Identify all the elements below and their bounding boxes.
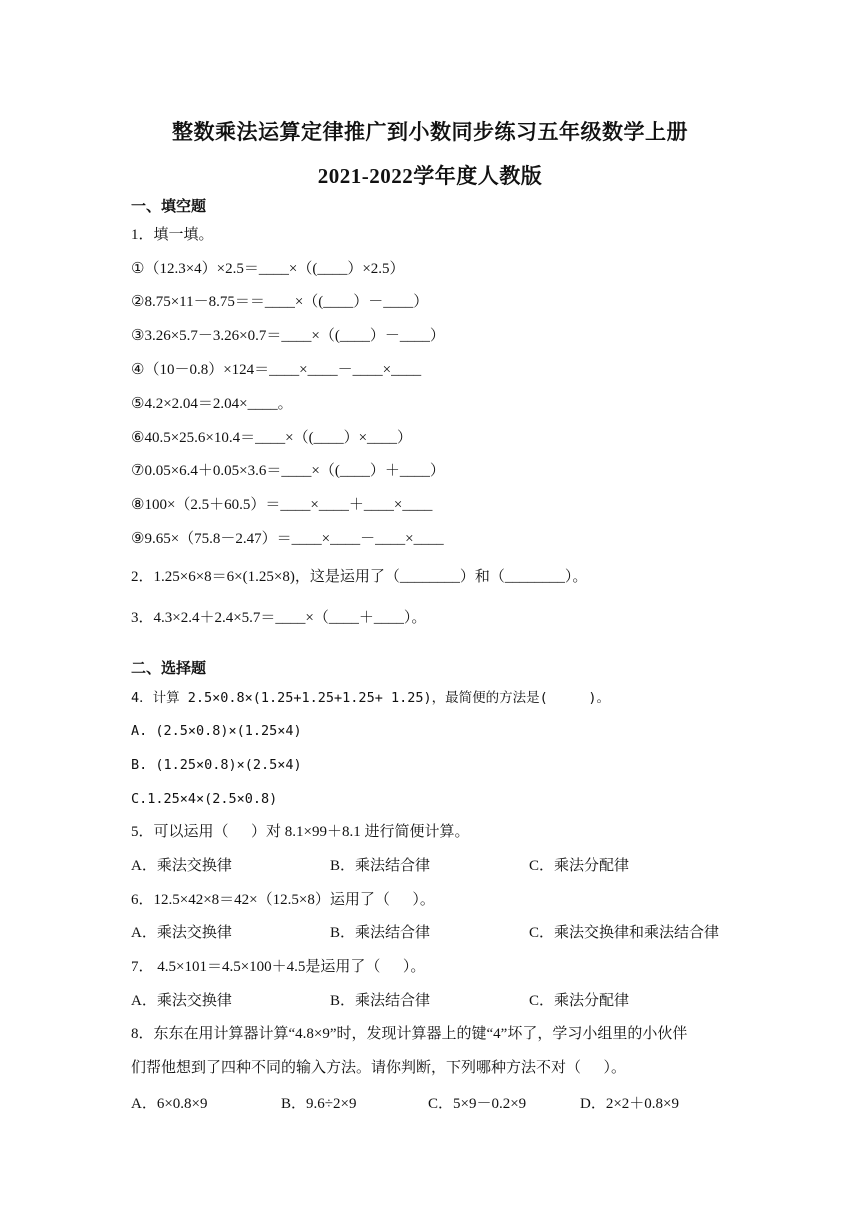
question-7-option-b: B．乘法结合律 bbox=[330, 993, 431, 1009]
question-4-stem: 4．计算 2.5×0.8×(1.25+1.25+1.25+ 1.25)，最简便的方法是( )。 bbox=[131, 690, 610, 706]
question-1-item-1: ①（12.3×4）×2.5＝____×（(____）×2.5） bbox=[131, 261, 405, 277]
question-1-item-5: ⑤4.2×2.04＝2.04×____。 bbox=[131, 396, 293, 412]
question-3: 3．4.3×2.4＋2.4×5.7＝____×（____＋____）。 bbox=[131, 610, 427, 626]
question-7-stem: 7． 4.5×101＝4.5×100＋4.5是运用了（ ）。 bbox=[131, 959, 426, 975]
question-1-item-3: ③3.26×5.7－3.26×0.7＝____×（(____）－____） bbox=[131, 328, 445, 344]
question-2: 2．1.25×6×8＝6×(1.25×8)，这是运用了（________）和（________）。 bbox=[131, 569, 588, 585]
question-4-option-b: B. (1.25×0.8)×(2.5×4) bbox=[131, 757, 302, 773]
question-5-option-c: C．乘法分配律 bbox=[529, 858, 630, 874]
question-6-option-c: C．乘法交换律和乘法结合律 bbox=[529, 925, 720, 941]
page-title-line2: 2021-2022学年度人教版 bbox=[317, 164, 543, 188]
question-1-item-4: ④（10－0.8）×124＝____×____－____×____ bbox=[131, 362, 422, 378]
question-4-option-c: C.1.25×4×(2.5×0.8) bbox=[131, 791, 278, 807]
section-heading-fill-blank: 一、填空题 bbox=[131, 199, 207, 215]
question-5-stem: 5．可以运用（ ）对 8.1×99＋8.1 进行简便计算。 bbox=[131, 824, 470, 840]
question-5-option-a: A．乘法交换律 bbox=[131, 858, 232, 874]
question-6-option-b: B．乘法结合律 bbox=[330, 925, 431, 941]
question-8-stem-line1: 8．东东在用计算器计算“4.8×9”时，发现计算器上的键“4”坏了，学习小组里的小伙伴 bbox=[131, 1026, 688, 1042]
section-heading-multiple-choice: 二、选择题 bbox=[131, 661, 207, 677]
question-1-item-2: ②8.75×11－8.75＝＝____×（(____）－____） bbox=[131, 294, 429, 310]
question-1-item-7: ⑦0.05×6.4＋0.05×3.6＝____×（(____）＋____） bbox=[131, 463, 445, 479]
question-6-option-a: A．乘法交换律 bbox=[131, 925, 232, 941]
question-7-option-c: C．乘法分配律 bbox=[529, 993, 630, 1009]
question-5-option-b: B．乘法结合律 bbox=[330, 858, 431, 874]
question-6-stem: 6．12.5×42×8＝42×（12.5×8）运用了（ ）。 bbox=[131, 892, 435, 908]
question-8-option-a: A．6×0.8×9 bbox=[131, 1096, 208, 1112]
question-1-stem: 1．填一填。 bbox=[131, 227, 214, 243]
question-8-option-b: B．9.6÷2×9 bbox=[281, 1096, 357, 1112]
question-1-item-6: ⑥40.5×25.6×10.4＝____×（(____）×____） bbox=[131, 430, 413, 446]
page-title-line1: 整数乘法运算定律推广到小数同步练习五年级数学上册 bbox=[172, 120, 688, 144]
question-8-option-d: D．2×2＋0.8×9 bbox=[580, 1096, 680, 1112]
question-8-option-c: C．5×9－0.2×9 bbox=[428, 1096, 527, 1112]
question-1-item-8: ⑧100×（2.5＋60.5）＝____×____＋____×____ bbox=[131, 497, 433, 513]
question-7-option-a: A．乘法交换律 bbox=[131, 993, 232, 1009]
question-8-stem-line2: 们帮他想到了四种不同的输入方法。请你判断，下列哪种方法不对（ ）。 bbox=[131, 1060, 627, 1076]
question-4-option-a: A. (2.5×0.8)×(1.25×4) bbox=[131, 723, 302, 739]
question-1-item-9: ⑨9.65×（75.8－2.47）＝____×____－____×____ bbox=[131, 531, 444, 547]
